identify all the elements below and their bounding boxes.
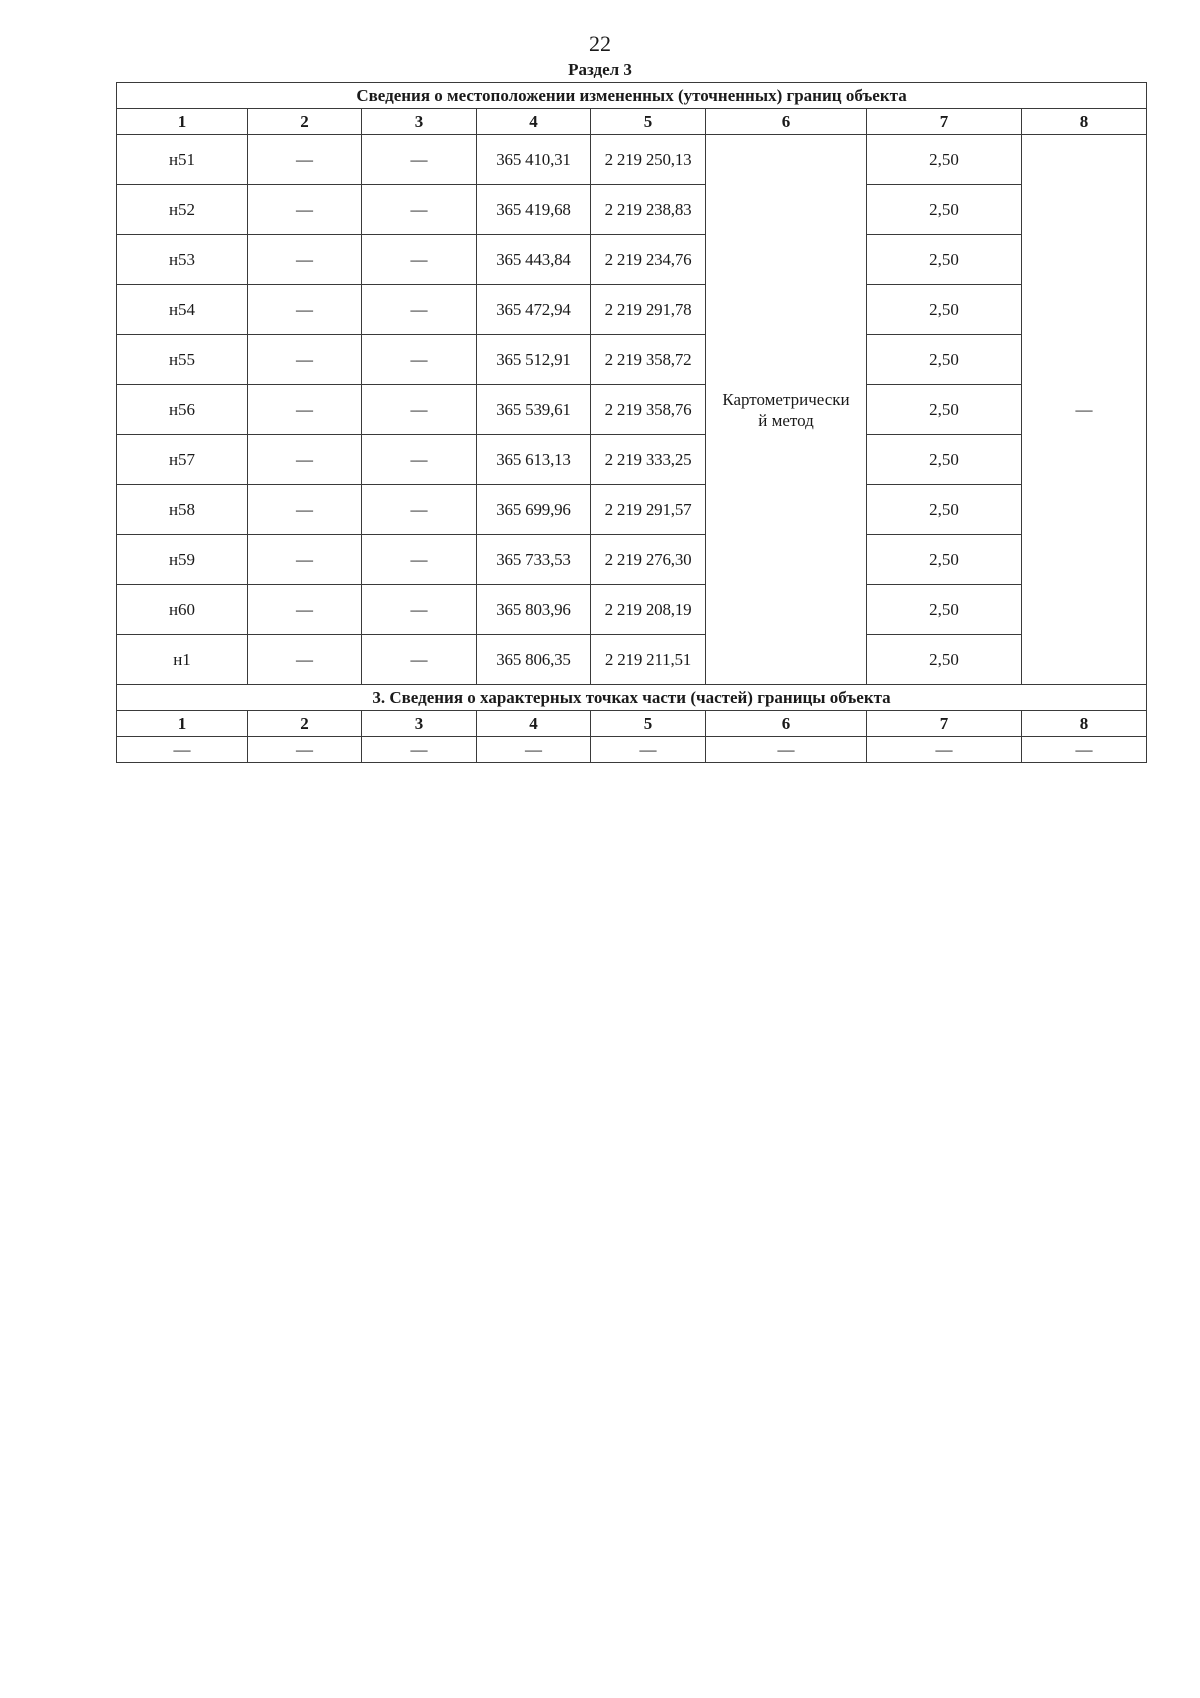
accuracy-cell: 2,50 xyxy=(867,485,1022,535)
empty-cell: — xyxy=(706,737,867,763)
column-3-cell: — xyxy=(362,135,477,185)
y-coordinate-cell: 2 219 333,25 xyxy=(591,435,706,485)
table-row xyxy=(117,335,1147,385)
x-coordinate-cell: 365 410,31 xyxy=(477,135,591,185)
accuracy-cell: 2,50 xyxy=(867,285,1022,335)
accuracy-cell: 2,50 xyxy=(867,185,1022,235)
method-line-1: Картометрически xyxy=(722,389,850,409)
point-number-cell: н1 xyxy=(117,635,248,685)
x-coordinate-cell: 365 806,35 xyxy=(477,635,591,685)
column-2-cell: — xyxy=(248,385,362,435)
table-row xyxy=(117,535,1147,585)
column-3-cell: — xyxy=(362,435,477,485)
column-number: 2 xyxy=(248,109,362,135)
column-number: 5 xyxy=(591,109,706,135)
section-title: Раздел 3 xyxy=(568,60,632,79)
column-3-cell: — xyxy=(362,485,477,535)
column-3-cell: — xyxy=(362,235,477,285)
y-coordinate-cell: 2 219 250,13 xyxy=(591,135,706,185)
y-coordinate-cell: 2 219 211,51 xyxy=(591,635,706,685)
band-row-2 xyxy=(117,685,1147,711)
accuracy-cell: 2,50 xyxy=(867,135,1022,185)
y-coordinate-cell: 2 219 291,57 xyxy=(591,485,706,535)
column-2-cell: — xyxy=(248,585,362,635)
y-coordinate-cell: 2 219 238,83 xyxy=(591,185,706,235)
x-coordinate-cell: 365 733,53 xyxy=(477,535,591,585)
table-row xyxy=(117,635,1147,685)
y-coordinate-cell: 2 219 358,72 xyxy=(591,335,706,385)
column-number: 4 xyxy=(477,109,591,135)
table-row xyxy=(117,185,1147,235)
accuracy-cell: 2,50 xyxy=(867,435,1022,485)
column-3-cell: — xyxy=(362,185,477,235)
point-number-cell: н52 xyxy=(117,185,248,235)
empty-cell: — xyxy=(362,737,477,763)
boundary-table xyxy=(116,82,1147,763)
table-row xyxy=(117,585,1147,635)
x-coordinate-cell: 365 613,13 xyxy=(477,435,591,485)
column-3-cell: — xyxy=(362,285,477,335)
column-number: 6 xyxy=(706,711,867,737)
column-3-cell: — xyxy=(362,335,477,385)
table-row xyxy=(117,135,1147,185)
table-row xyxy=(117,385,1147,435)
band-row-1 xyxy=(117,83,1147,109)
accuracy-cell: 2,50 xyxy=(867,535,1022,585)
accuracy-cell: 2,50 xyxy=(867,585,1022,635)
x-coordinate-cell: 365 803,96 xyxy=(477,585,591,635)
column-2-cell: — xyxy=(248,285,362,335)
column-number: 3 xyxy=(362,109,477,135)
band-title-1: Сведения о местоположении измененных (уточненных) границ объекта xyxy=(117,83,1147,109)
point-number-cell: н57 xyxy=(117,435,248,485)
table-row xyxy=(117,285,1147,335)
column-number: 8 xyxy=(1022,109,1147,135)
column-number: 2 xyxy=(248,711,362,737)
column-number-row-2 xyxy=(117,711,1147,737)
empty-cell: — xyxy=(248,737,362,763)
column-number: 7 xyxy=(867,109,1022,135)
column-2-cell: — xyxy=(248,535,362,585)
column-3-cell: — xyxy=(362,585,477,635)
x-coordinate-cell: 365 699,96 xyxy=(477,485,591,535)
method-cell xyxy=(706,135,867,685)
accuracy-cell: 2,50 xyxy=(867,635,1022,685)
table-row xyxy=(117,235,1147,285)
column-number: 5 xyxy=(591,711,706,737)
column-3-cell: — xyxy=(362,385,477,435)
column-number: 8 xyxy=(1022,711,1147,737)
column-number: 3 xyxy=(362,711,477,737)
x-coordinate-cell: 365 539,61 xyxy=(477,385,591,435)
page-number: 22 xyxy=(589,31,611,56)
y-coordinate-cell: 2 219 234,76 xyxy=(591,235,706,285)
column-number: 4 xyxy=(477,711,591,737)
point-number-cell: н53 xyxy=(117,235,248,285)
column-3-cell: — xyxy=(362,535,477,585)
column-8-cell: — xyxy=(1022,135,1147,685)
accuracy-cell: 2,50 xyxy=(867,385,1022,435)
column-number: 7 xyxy=(867,711,1022,737)
table-row xyxy=(117,485,1147,535)
accuracy-cell: 2,50 xyxy=(867,335,1022,385)
column-2-cell: — xyxy=(248,135,362,185)
x-coordinate-cell: 365 419,68 xyxy=(477,185,591,235)
x-coordinate-cell: 365 512,91 xyxy=(477,335,591,385)
empty-row xyxy=(117,737,1147,763)
y-coordinate-cell: 2 219 291,78 xyxy=(591,285,706,335)
column-2-cell: — xyxy=(248,185,362,235)
accuracy-cell: 2,50 xyxy=(867,235,1022,285)
point-number-cell: н54 xyxy=(117,285,248,335)
column-2-cell: — xyxy=(248,485,362,535)
empty-cell: — xyxy=(477,737,591,763)
point-number-cell: н56 xyxy=(117,385,248,435)
column-2-cell: — xyxy=(248,435,362,485)
x-coordinate-cell: 365 472,94 xyxy=(477,285,591,335)
empty-cell: — xyxy=(117,737,248,763)
point-number-cell: н60 xyxy=(117,585,248,635)
point-number-cell: н51 xyxy=(117,135,248,185)
column-number: 1 xyxy=(117,109,248,135)
empty-cell: — xyxy=(591,737,706,763)
y-coordinate-cell: 2 219 358,76 xyxy=(591,385,706,435)
point-number-cell: н58 xyxy=(117,485,248,535)
empty-cell: — xyxy=(1022,737,1147,763)
column-2-cell: — xyxy=(248,335,362,385)
x-coordinate-cell: 365 443,84 xyxy=(477,235,591,285)
table-row xyxy=(117,435,1147,485)
empty-cell: — xyxy=(867,737,1022,763)
point-number-cell: н59 xyxy=(117,535,248,585)
column-3-cell: — xyxy=(362,635,477,685)
column-2-cell: — xyxy=(248,635,362,685)
method-line-2: й метод xyxy=(758,410,814,430)
column-number: 1 xyxy=(117,711,248,737)
point-number-cell: н55 xyxy=(117,335,248,385)
y-coordinate-cell: 2 219 208,19 xyxy=(591,585,706,635)
column-2-cell: — xyxy=(248,235,362,285)
band-title-2: 3. Сведения о характерных точках части (частей) границы объекта xyxy=(117,685,1147,711)
column-number-row xyxy=(117,109,1147,135)
column-number: 6 xyxy=(706,109,867,135)
y-coordinate-cell: 2 219 276,30 xyxy=(591,535,706,585)
